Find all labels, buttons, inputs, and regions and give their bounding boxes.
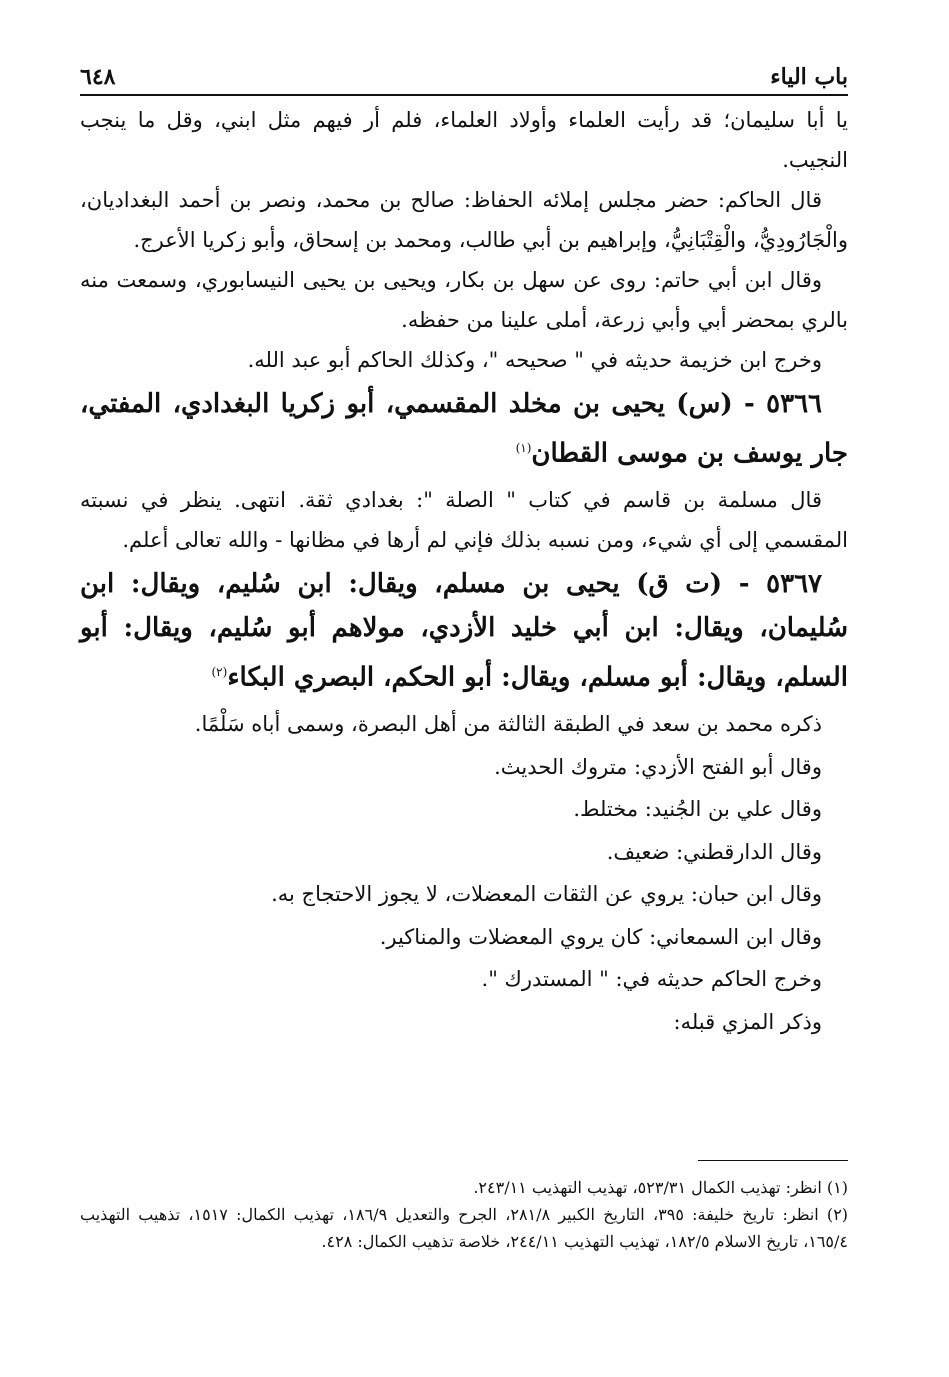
entry-line: وقال ابن السمعاني: كان يروي المعضلات والمناكير. [379, 924, 822, 949]
entry-line: ذكره محمد بن سعد في الطبقة الثالثة من أهل البصرة، وسمى أباه سَلْمًا. [194, 712, 822, 737]
page-body [80, 100, 848, 1043]
entry-line: وقال ابن حبان: يروي عن الثقات المعضلات، لا يجوز الاحتجاج به. [271, 882, 822, 907]
paragraph-hakim: قال الحاكم: حضر مجلس إملائه الحفاظ: صالح بن محمد، ونصر بن أحمد البغداديان، والْجَارُودِيُّ، والْقِتْبَانِيُّ، وإبراهيم بن أبي طالب، ومحمد بن إسحاق، وأبو زكريا الأعرج. [80, 188, 848, 252]
entry-line: وقال علي بن الجُنيد: مختلط. [573, 797, 822, 822]
footnote-ref-2: (٢) [211, 664, 228, 679]
footnote-ref-1: (١) [515, 441, 532, 455]
chapter-title: باب الياء [770, 64, 848, 90]
entry-title-5366: ٥٣٦٦ - (س) يحيى بن مخلد المقسمي، أبو زكريا البغدادي، المفتي، جار يوسف بن موسى القطان [80, 389, 848, 469]
paragraph-ibn-khuzaymah: وخرج ابن خزيمة حديثه في " صحيحه "، وكذلك الحاكم أبو عبد الله. [247, 348, 822, 372]
entry-line: وقال الدارقطني: ضعيف. [606, 839, 822, 864]
entry-title-5367: ٥٣٦٧ - (ت ق) يحيى بن مسلم، ويقال: ابن سُليم، ويقال: ابن سُليمان، ويقال: ابن أبي خليد الأزدي، مولاهم أبو سُليم، ويقال: أبو السلم، ويقال: أبو مسلم، ويقال: أبو الحكم، البصري البكاء [80, 568, 848, 693]
entry-line: وخرج الحاكم حديثه في: " المستدرك ". [481, 967, 822, 992]
entry-text-5366: قال مسلمة بن قاسم في كتاب " الصلة ": بغدادي ثقة. انتهى. ينظر في نسبته المقسمي إلى أي شيء، ومن نسبه بذلك فإني لم أرها في مظانها - والله تعالى أعلم. [80, 487, 848, 552]
entry-heading-5366 [80, 382, 848, 476]
entry-lines-5367 [80, 703, 848, 1043]
footnote-2: (٢) انظر: تاريخ خليفة: ٣٩٥، التاريخ الكبير ٢٨١/٨، الجرح والتعديل ١٨٦/٩، تهذيب الكمال: ١٥١٧، تذهيب التهذيب ١٦٥/٤، تاريخ الاسلام ١٨٢/٥، تهذيب التهذيب ٢٤٤/١١، خلاصة تذهيب الكمال: ٤٢٨. [80, 1205, 849, 1251]
footnote-divider [698, 1160, 848, 1161]
page-number: ٦٤٨ [80, 64, 116, 90]
paragraph-continuation: يا أبا سليمان؛ قد رأيت العلماء وأولاد العلماء، فلم أر فيهم مثل ابني، وقل ما ينجب النجيب. [80, 108, 848, 172]
paragraph-abi-hatim: وقال ابن أبي حاتم: روى عن سهل بن بكار، ويحيى بن يحيى النيسابوري، وسمعت منه بالري بمحضر أبي وأبي زرعة، أملى علينا من حفظه. [80, 268, 848, 332]
entry-heading-5367 [80, 562, 848, 700]
entry-line: وذكر المزي قبله: [673, 1009, 822, 1034]
book-page [80, 50, 849, 1251]
footnote-1: (١) انظر: تهذيب الكمال ٥٢٣/٣١، تهذيب التهذيب ٢٤٣/١١. [473, 1178, 848, 1197]
footnotes [80, 1174, 848, 1255]
page-header [80, 50, 848, 96]
entry-line: وقال أبو الفتح الأزدي: متروك الحديث. [494, 754, 822, 779]
